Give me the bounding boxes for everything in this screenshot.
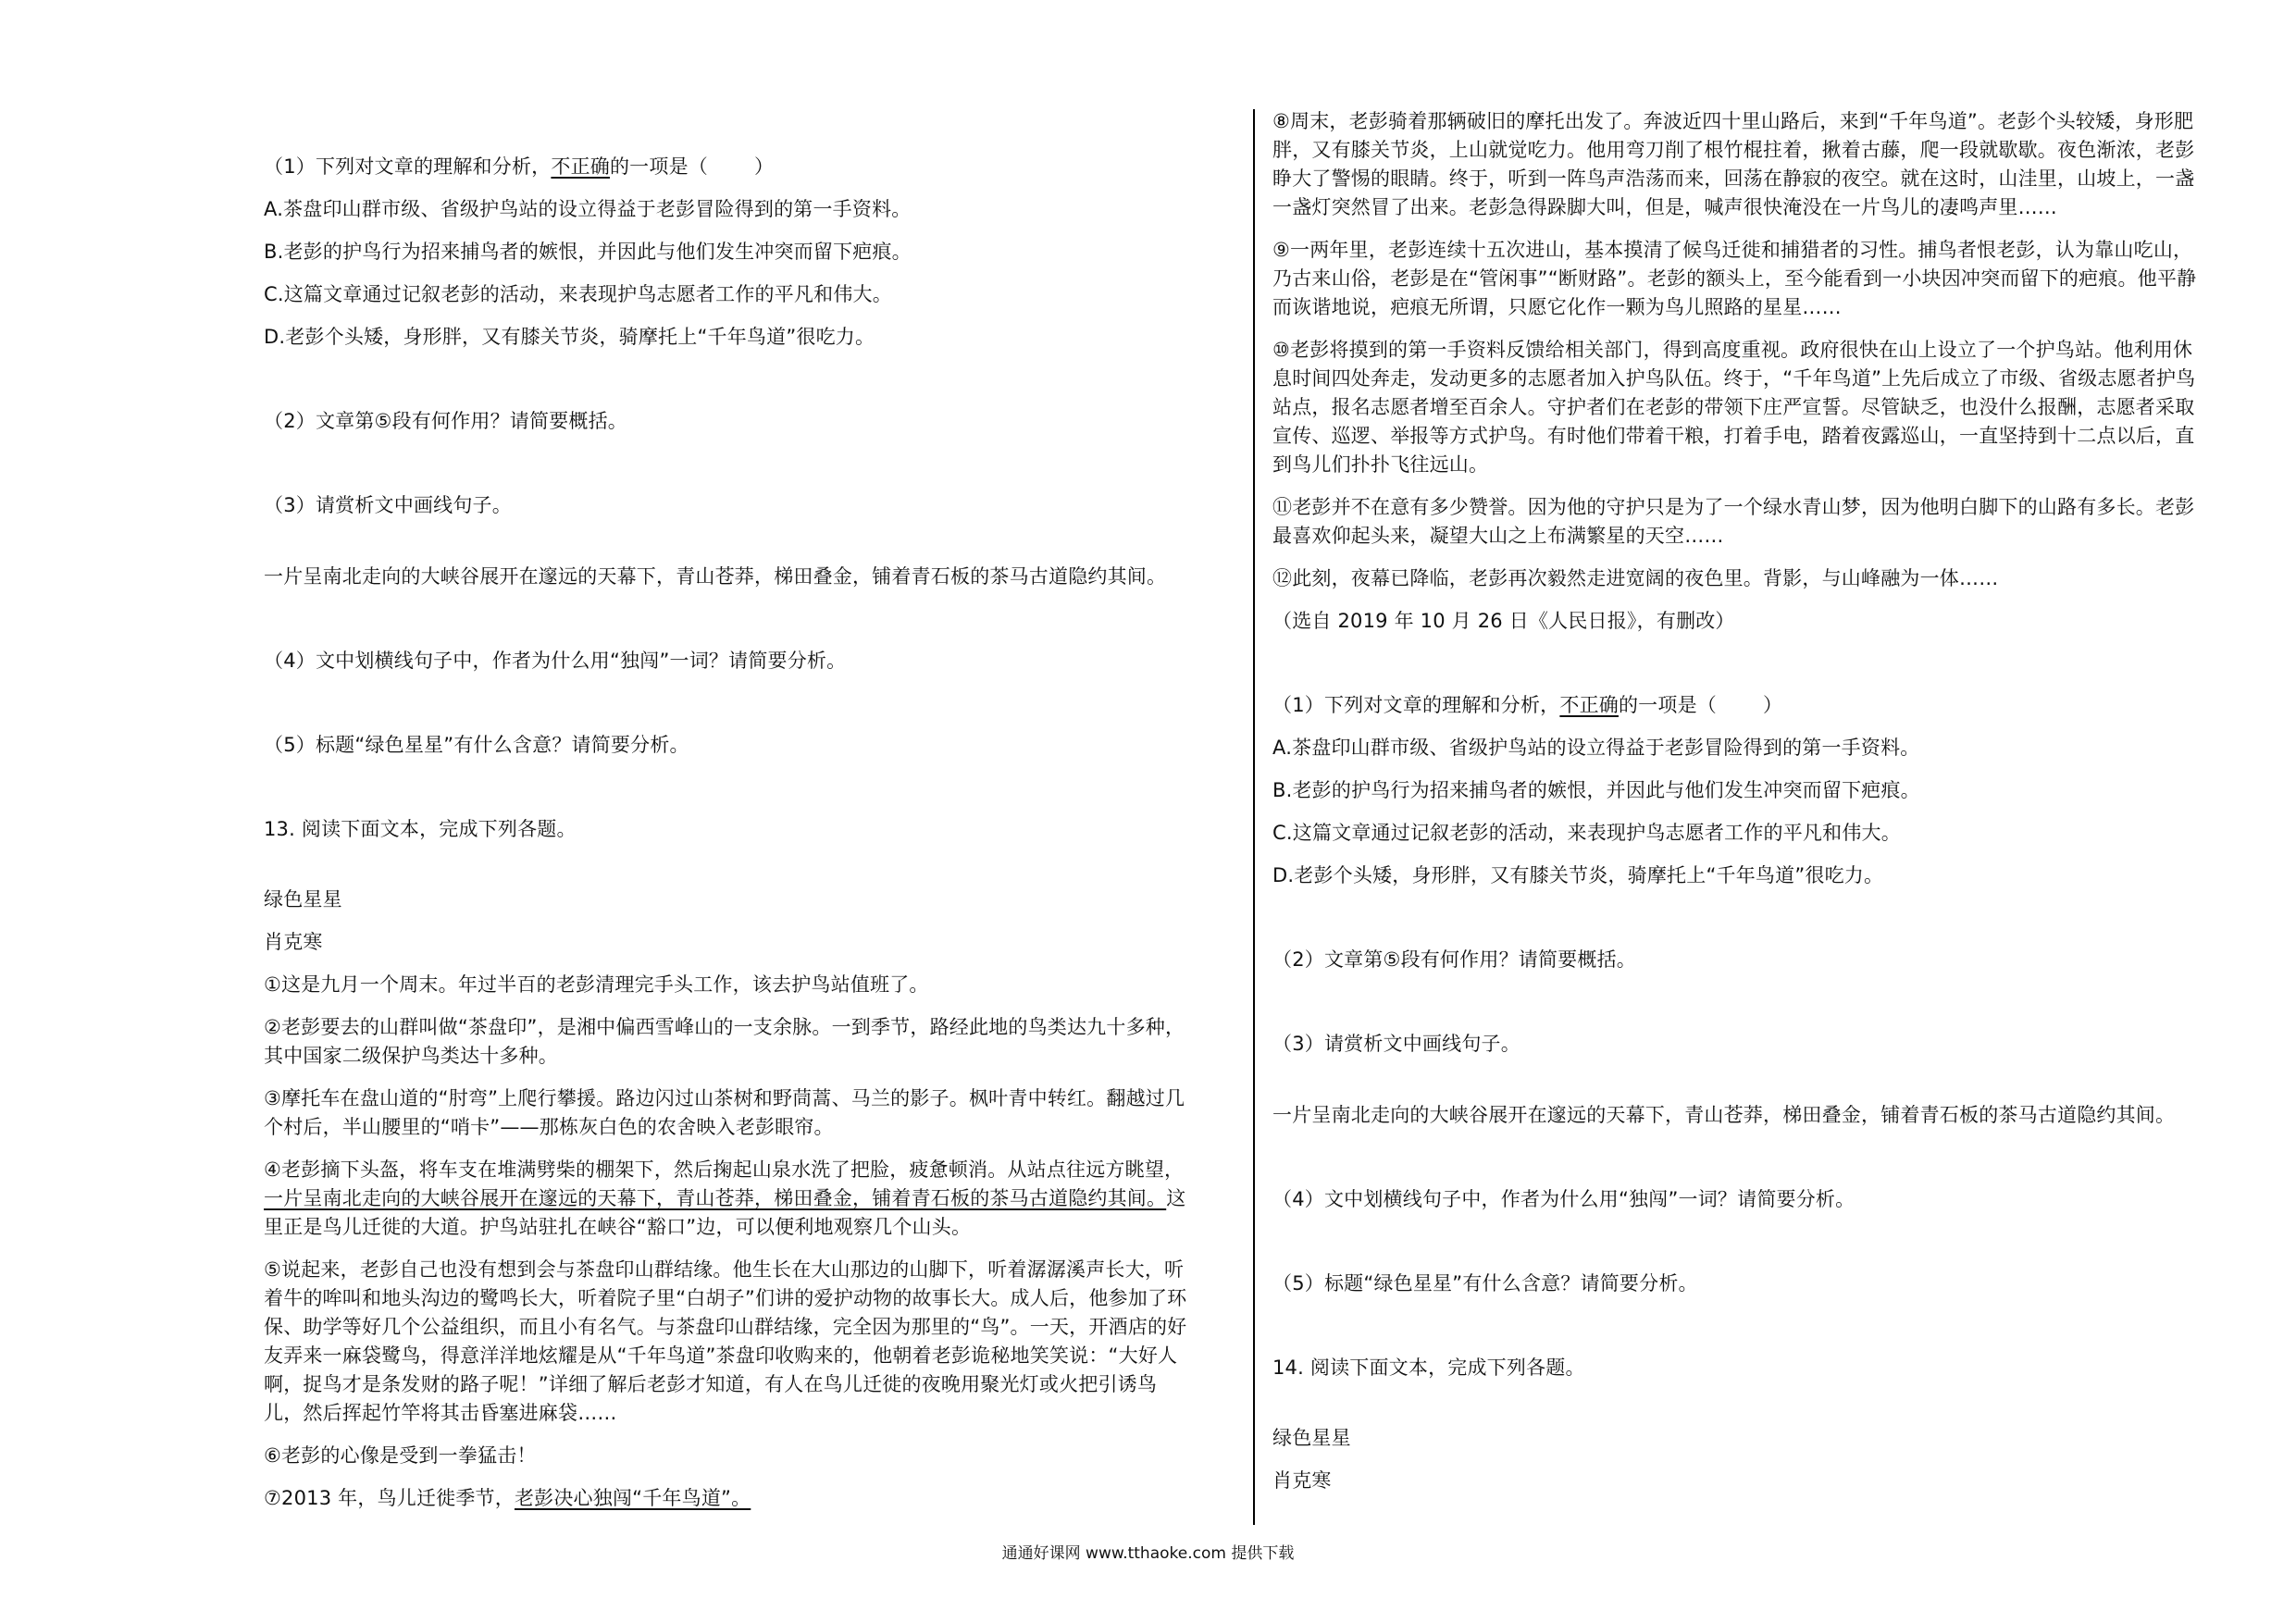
paragraph-5-line-3: 保、助学等好几个公益组织，而且小有名气。与茶盘印山群结缘，完全因为那里的“鸟”。一天，开酒店的好	[264, 1316, 1187, 1338]
paragraph-9-line-3: 而诙谐地说，疤痕无所谓，只愿它化作一颗为鸟儿照路的星星……	[1272, 296, 1842, 318]
option-b: B.老彭的护鸟行为招来捕鸟者的嫉恨，并因此与他们发生冲突而留下疤痕。	[264, 241, 912, 263]
paragraph-10-line-3: 站点，报名志愿者增至百余人。守护者们在老彭的带领下庄严宣誓。尽管缺乏，也没什么报酬，志愿者采取	[1272, 396, 2195, 418]
underlined-phrase: 老彭决心独闯“千年鸟道”。	[514, 1487, 751, 1509]
page-footer: 通通好课网 www.tthaoke.com 提供下载	[1001, 1544, 1295, 1563]
paragraph-3-line-1: ③摩托车在盘山道的“肘弯”上爬行攀援。路边闪过山茶树和野茼蒿、马兰的影子。枫叶青中转红。翻越过几	[264, 1087, 1185, 1109]
paragraph-10-line-4: 宣传、巡逻、举报等方式护鸟。有时他们带着干粮，打着手电，踏着夜露巡山，一直坚持到十二点以后，直	[1272, 425, 2195, 447]
paragraph-3-line-2: 个村后，半山腰里的“哨卡”——那栋灰白色的农舍映入老彭眼帘。	[264, 1116, 834, 1138]
question-5-repeat: （5）标题“绿色星星”有什么含意？请简要分析。	[1272, 1272, 1698, 1295]
paragraph-5-line-5: 啊，捉鸟才是条发财的路子呢！”详细了解后老彭才知道，有人在鸟儿迁徙的夜晚用聚光灯或火把引诱鸟	[264, 1373, 1158, 1395]
paragraph-11-line-1: ⑪老彭并不在意有多少赞誉。因为他的守护只是为了一个绿水青山梦，因为他明白脚下的山路有多长。老彭	[1272, 496, 2195, 518]
question-3-quote-repeat: 一片呈南北走向的大峡谷展开在邃远的天幕下，青山苍莽，梯田叠金，铺着青石板的茶马古道隐约其间。	[1272, 1104, 2176, 1126]
option-a: A.茶盘印山群市级、省级护鸟站的设立得益于老彭冒险得到的第一手资料。	[264, 198, 912, 220]
paragraph-8-line-2: 胖，又有膝关节炎，上山就觉吃力。他用弯刀削了根竹棍拄着，揪着古藤，爬一段就歇歇。夜色渐浓，老彭	[1272, 139, 2195, 161]
paragraph-5-line-4: 友弄来一麻袋鹭鸟，得意洋洋地炫耀是从“千年鸟道”茶盘印收购来的，他朝着老彭诡秘地笑笑说：“大好人	[264, 1344, 1178, 1367]
question-2-repeat: （2）文章第⑤段有何作用？请简要概括。	[1272, 948, 1636, 971]
paragraph-4-line-1: ④老彭摘下头盔，将车支在堆满劈柴的棚架下，然后掬起山泉水洗了把脸，疲惫顿消。从站点往远方眺望，	[264, 1158, 1185, 1181]
paragraph-10-line-5: 到鸟儿们扑扑飞往远山。	[1272, 453, 1489, 476]
article-source: （选自 2019 年 10 月 26 日《人民日报》，有删改）	[1272, 610, 1735, 632]
option-d-repeat: D.老彭个头矮，身形胖，又有膝关节炎，骑摩托上“千年鸟道”很吃力。	[1272, 864, 1884, 886]
paragraph-5-line-6: 儿，然后挥起竹竿将其击昏塞进麻袋……	[264, 1402, 617, 1424]
paragraph-7: ⑦2013 年，鸟儿迁徙季节，老彭决心独闯“千年鸟道”。	[264, 1487, 751, 1509]
paragraph-8-line-1: ⑧周末，老彭骑着那辆破旧的摩托出发了。奔波近四十里山路后，来到“千年鸟道”。老彭个头较矮，身形肥	[1272, 110, 2194, 132]
option-c: C.这篇文章通过记叙老彭的活动，来表现护鸟志愿者工作的平凡和伟大。	[264, 283, 892, 305]
paragraph-11-line-2: 最喜欢仰起头来，凝望大山之上布满繁星的天空……	[1272, 525, 1724, 547]
question-3-repeat: （3）请赏析文中画线句子。	[1272, 1033, 1520, 1055]
emphasis-not-correct: 不正确	[551, 155, 610, 178]
article-author-repeat: 肖克寒	[1272, 1469, 1332, 1492]
paragraph-9-line-1: ⑨一两年里，老彭连续十五次进山，基本摸清了候鸟迁徙和捕猎者的习性。捕鸟者恨老彭，认为靠山吃山，	[1272, 239, 2193, 261]
paragraph-4-line-3: 里正是鸟儿迁徙的大道。护鸟站驻扎在峡谷“豁口”边，可以便利地观察几个山头。	[264, 1216, 972, 1238]
paragraph-4-line-2: 一片呈南北走向的大峡谷展开在邃远的天幕下，青山苍莽，梯田叠金，铺着青石板的茶马古道隐约其间。这	[264, 1187, 1186, 1209]
paragraph-6: ⑥老彭的心像是受到一拳猛击！	[264, 1444, 537, 1467]
column-divider	[1253, 109, 1255, 1525]
question-13: 13. 阅读下面文本，完成下列各题。	[264, 818, 577, 840]
paragraph-8-line-4: 一盏灯突然冒了出来。老彭急得跺脚大叫，但是，喊声很快淹没在一片鸟儿的凄鸣声里……	[1272, 196, 2057, 218]
article-title-repeat: 绿色星星	[1272, 1427, 1351, 1449]
question-1: （1）下列对文章的理解和分析，不正确的一项是（ ）	[264, 155, 775, 178]
question-14: 14. 阅读下面文本，完成下列各题。	[1272, 1357, 1585, 1379]
paragraph-2-line-1: ②老彭要去的山群叫做“茶盘印”，是湘中偏西雪峰山的一支余脉。一到季节，路经此地的鸟类达九十多种，	[264, 1016, 1185, 1038]
option-c-repeat: C.这篇文章通过记叙老彭的活动，来表现护鸟志愿者工作的平凡和伟大。	[1272, 822, 1901, 844]
question-5: （5）标题“绿色星星”有什么含意？请简要分析。	[264, 734, 689, 756]
paragraph-10-line-2: 息时间四处奔走，发动更多的志愿者加入护鸟队伍。终于，“千年鸟道”上先后成立了市级、省级志愿者护鸟	[1272, 367, 2196, 390]
paragraph-2-line-2: 其中国家二级保护鸟类达十多种。	[264, 1045, 558, 1067]
paragraph-12: ⑫此刻，夜幕已降临，老彭再次毅然走进宽阔的夜色里。背影，与山峰融为一体……	[1272, 567, 1999, 589]
paragraph-5-line-2: 着牛的哞叫和地头沟边的鹭鸣长大，听着院子里“白胡子”们讲的爱护动物的故事长大。成人后，他参加了环	[264, 1287, 1187, 1309]
question-1-repeat: （1）下列对文章的理解和分析，不正确的一项是（ ）	[1272, 694, 1783, 716]
question-3-quote: 一片呈南北走向的大峡谷展开在邃远的天幕下，青山苍莽，梯田叠金，铺着青石板的茶马古道隐约其间。	[264, 565, 1167, 588]
emphasis-not-correct: 不正确	[1559, 694, 1619, 716]
question-3: （3）请赏析文中画线句子。	[264, 494, 512, 516]
question-4: （4）文中划横线句子中，作者为什么用“独闯”一词？请简要分析。	[264, 650, 847, 672]
paragraph-10-line-1: ⑩老彭将摸到的第一手资料反馈给相关部门，得到高度重视。政府很快在山上设立了一个护鸟站。他利用休	[1272, 339, 2193, 361]
option-b-repeat: B.老彭的护鸟行为招来捕鸟者的嫉恨，并因此与他们发生冲突而留下疤痕。	[1272, 779, 1920, 801]
paragraph-9-line-2: 乃古来山俗，老彭是在“管闲事”“断财路”。老彭的额头上，至今能看到一小块因冲突而留下的疤痕。他平静	[1272, 267, 2197, 290]
question-2: （2）文章第⑤段有何作用？请简要概括。	[264, 410, 627, 432]
article-author: 肖克寒	[264, 931, 323, 953]
paragraph-5-line-1: ⑤说起来，老彭自己也没有想到会与茶盘印山群结缘。他生长在大山那边的山脚下，听着潺潺溪声长大，听	[264, 1258, 1185, 1281]
underlined-sentence: 一片呈南北走向的大峡谷展开在邃远的天幕下，青山苍莽，梯田叠金，铺着青石板的茶马古道隐约其间。	[264, 1187, 1167, 1209]
paragraph-1: ①这是九月一个周末。年过半百的老彭清理完手头工作，该去护鸟站值班了。	[264, 973, 929, 996]
paragraph-8-line-3: 睁大了警惕的眼睛。终于，听到一阵鸟声浩荡而来，回荡在静寂的夜空。就在这时，山洼里，山坡上，一盏	[1272, 167, 2195, 190]
option-d: D.老彭个头矮，身形胖，又有膝关节炎，骑摩托上“千年鸟道”很吃力。	[264, 326, 875, 348]
option-a-repeat: A.茶盘印山群市级、省级护鸟站的设立得益于老彭冒险得到的第一手资料。	[1272, 737, 1920, 759]
article-title: 绿色星星	[264, 888, 342, 911]
question-4-repeat: （4）文中划横线句子中，作者为什么用“独闯”一词？请简要分析。	[1272, 1188, 1855, 1210]
